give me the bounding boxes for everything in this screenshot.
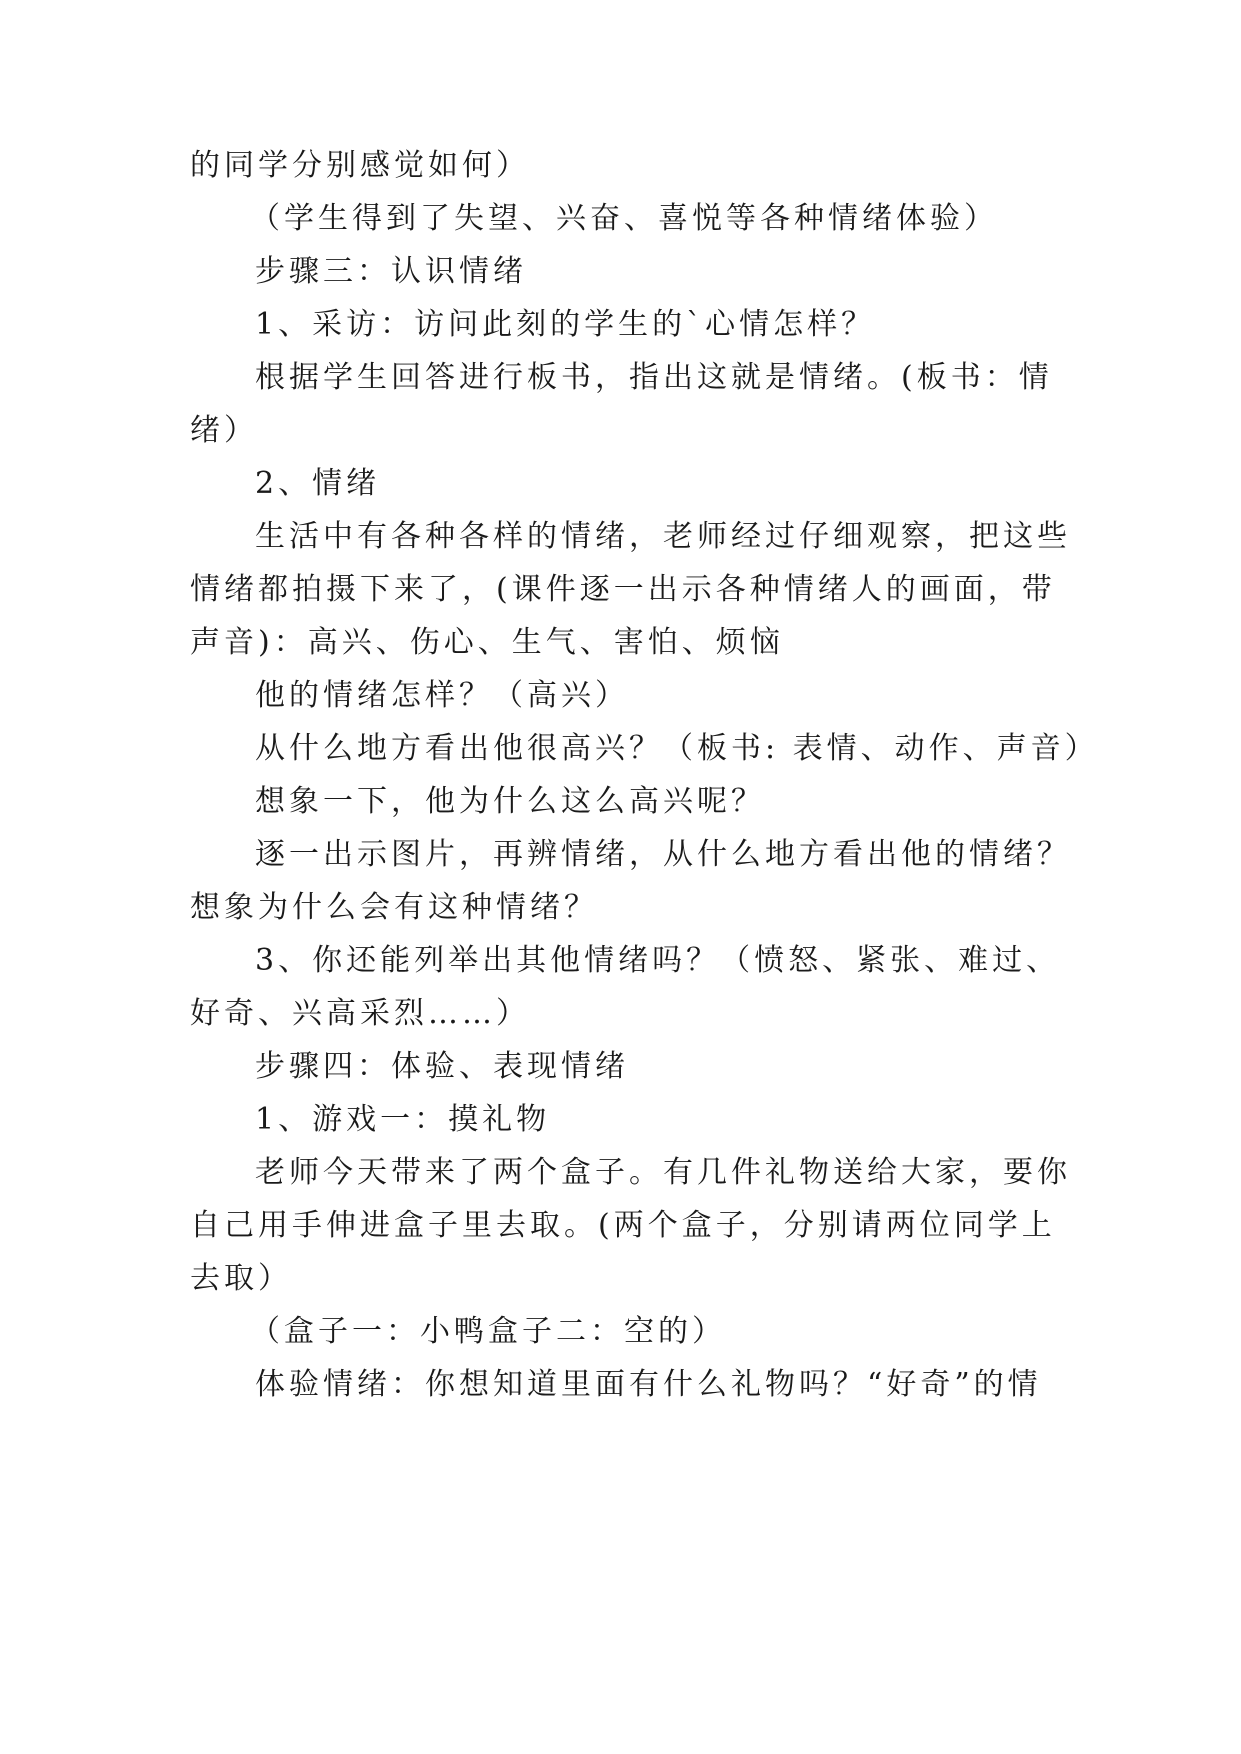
text-line: 想象为什么会有这种情绪？: [190, 890, 598, 925]
text-line: 从什么地方看出他很高兴？（板书: 表情、动作、声音）: [255, 731, 1099, 766]
text-line: 老师今天带来了两个盒子。有几件礼物送给大家，要你: [255, 1155, 1071, 1190]
text-line: 1、游戏一：摸礼物: [255, 1102, 551, 1137]
text-line: 的同学分别感觉如何）: [190, 148, 530, 183]
text-line: 生活中有各种各样的情绪，老师经过仔细观察，把这些: [255, 519, 1071, 554]
text-line: 绪）: [190, 413, 258, 448]
text-line: 情绪都拍摄下来了，(课件逐一出示各种情绪人的画面，带: [190, 572, 1056, 607]
text-line: 步骤四：体验、表现情绪: [255, 1049, 629, 1084]
text-line: （学生得到了失望、兴奋、喜悦等各种情绪体验）: [250, 201, 998, 236]
text-line: 根据学生回答进行板书，指出这就是情绪。(板书：情: [255, 360, 1053, 395]
text-line: 3、你还能列举出其他情绪吗？（愤怒、紧张、难过、: [255, 943, 1061, 978]
text-line: 逐一出示图片，再辨情绪，从什么地方看出他的情绪？: [255, 837, 1071, 872]
text-line: 去取）: [190, 1261, 292, 1296]
text-line: 2、情绪: [255, 466, 381, 501]
text-line: 想象一下，他为什么这么高兴呢？: [255, 784, 765, 819]
text-line: （盒子一：小鸭盒子二：空的）: [250, 1314, 726, 1349]
text-line: 步骤三：认识情绪: [255, 254, 527, 289]
text-line: 他的情绪怎样？（高兴）: [255, 678, 629, 713]
text-line: 好奇、兴高采烈……）: [190, 996, 530, 1031]
text-line: 声音)：高兴、伤心、生气、害怕、烦恼: [190, 625, 784, 660]
text-line: 自己用手伸进盒子里去取。(两个盒子，分别请两位同学上: [190, 1208, 1056, 1243]
text-line: 体验情绪：你想知道里面有什么礼物吗？“好奇”的情: [255, 1367, 1042, 1402]
text-line: 1、采访：访问此刻的学生的`心情怎样？: [255, 307, 876, 342]
